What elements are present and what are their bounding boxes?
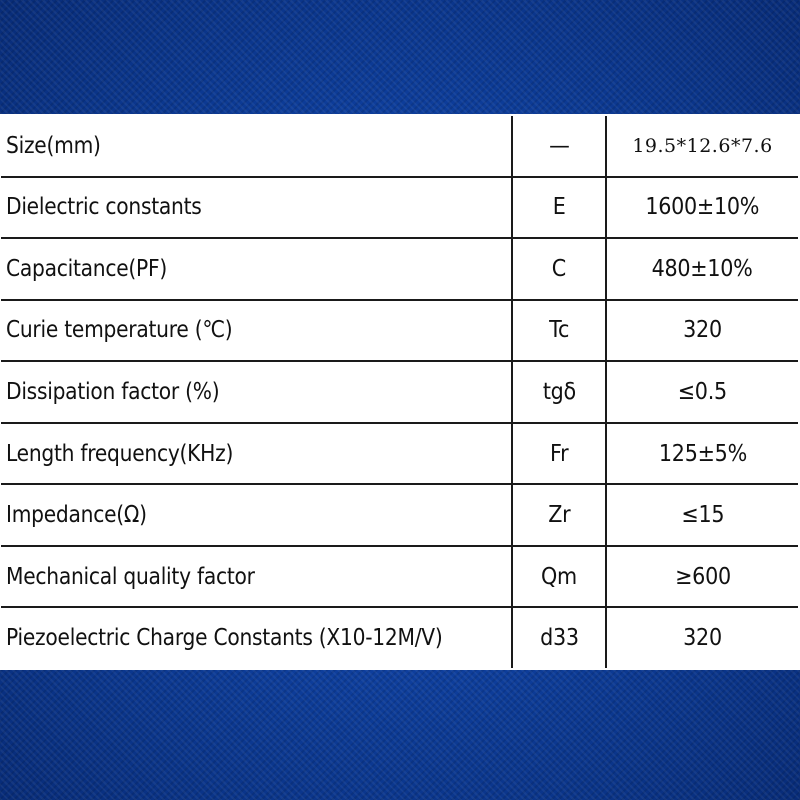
symbol-cell [512, 361, 606, 423]
symbol-cell [512, 607, 606, 668]
parameter-label: Piezoelectric Charge Constants (X10-12M/V) [6, 625, 443, 652]
parameter-cell [1, 116, 512, 177]
table-row [1, 423, 798, 485]
value-label: 19.5*12.6*7.6 [632, 134, 773, 157]
value-label: 320 [683, 625, 722, 652]
table-row [1, 300, 798, 362]
symbol-cell [512, 177, 606, 239]
parameter-cell [1, 177, 512, 239]
table-row [1, 484, 798, 546]
value-cell [606, 607, 798, 668]
parameter-cell [1, 607, 512, 668]
symbol-label: Tc [549, 317, 569, 344]
parameter-label: Dielectric constants [6, 194, 202, 221]
value-cell [606, 484, 798, 546]
table-row [1, 546, 798, 608]
symbol-cell [512, 484, 606, 546]
value-label: ≤0.5 [677, 378, 728, 405]
table-row [1, 238, 798, 300]
parameter-label: Capacitance(PF) [6, 255, 167, 282]
value-label: 480±10% [652, 255, 753, 282]
symbol-label: tgδ [542, 378, 576, 405]
symbol-label: E [552, 194, 566, 221]
symbol-label: Fr [549, 440, 569, 467]
parameter-cell [1, 546, 512, 608]
symbol-label: — [548, 132, 570, 159]
value-cell [606, 177, 798, 239]
value-label: 125±5% [658, 440, 747, 467]
value-cell [606, 116, 798, 177]
value-cell [606, 361, 798, 423]
value-cell [606, 238, 798, 300]
parameter-cell [1, 423, 512, 485]
parameter-label: Mechanical quality factor [6, 563, 255, 590]
spec-table [1, 116, 798, 668]
symbol-cell [512, 116, 606, 177]
symbol-label: Zr [547, 502, 571, 529]
parameter-cell [1, 238, 512, 300]
value-label: ≥600 [674, 563, 731, 590]
symbol-cell [512, 238, 606, 300]
parameter-label: Impedance(Ω) [6, 502, 147, 529]
parameter-cell [1, 361, 512, 423]
parameter-label: Length frequency(KHz) [6, 440, 234, 467]
parameter-label: Curie temperature (℃) [6, 317, 233, 344]
parameter-label: Dissipation factor (%) [6, 378, 220, 405]
symbol-label: Qm [541, 563, 577, 590]
value-cell [606, 300, 798, 362]
value-label: ≤15 [681, 502, 724, 529]
value-label: 1600±10% [645, 194, 760, 221]
spec-panel [0, 114, 800, 670]
parameter-label: Size(mm) [6, 132, 101, 159]
value-label: 320 [683, 317, 722, 344]
table-row [1, 177, 798, 239]
table-row [1, 361, 798, 423]
parameter-cell [1, 484, 512, 546]
table-row [1, 116, 798, 177]
symbol-cell [512, 423, 606, 485]
symbol-cell [512, 300, 606, 362]
value-cell [606, 423, 798, 485]
symbol-label: C [551, 255, 567, 282]
parameter-cell [1, 300, 512, 362]
symbol-label: d33 [539, 625, 579, 652]
table-row [1, 607, 798, 668]
symbol-cell [512, 546, 606, 608]
value-cell [606, 546, 798, 608]
